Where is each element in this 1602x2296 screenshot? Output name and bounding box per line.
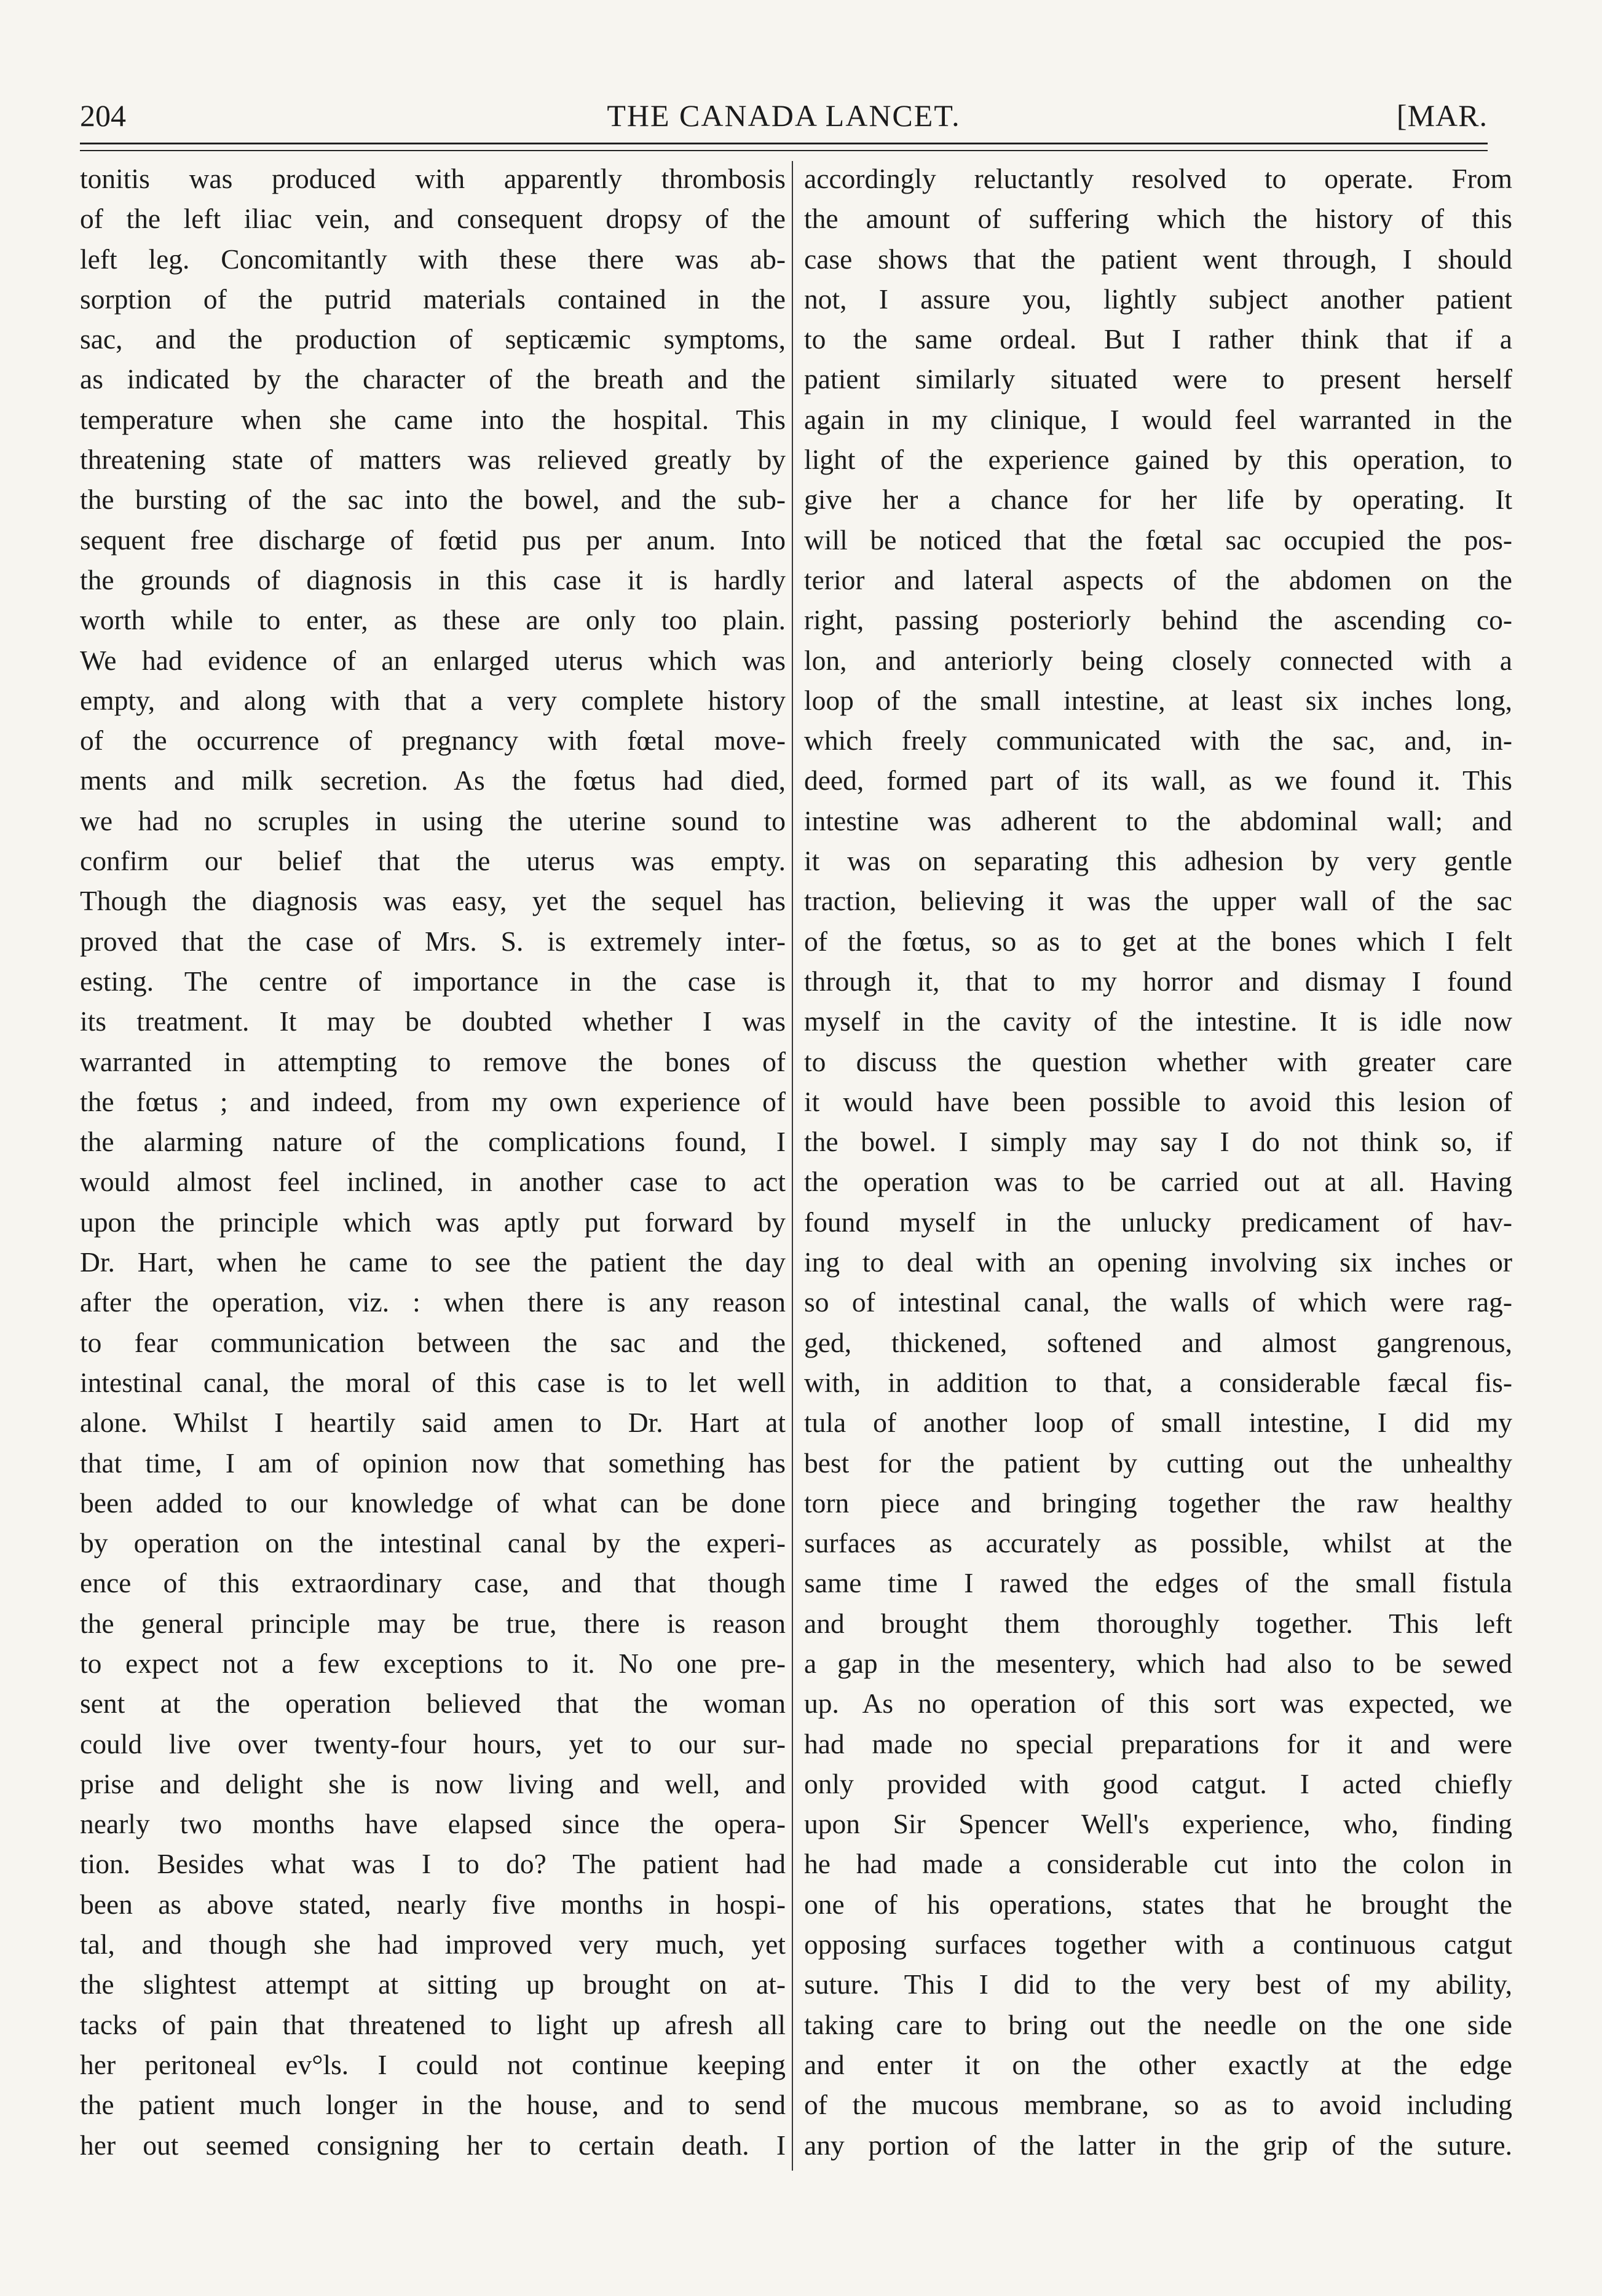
text-line: best for the patient by cutting out the unhealthy (804, 1447, 1512, 1479)
text-line: empty, and along with that a very complete history (80, 684, 786, 716)
text-line: the operation was to be carried out at all. Having (804, 1166, 1512, 1198)
text-line: Dr. Hart, when he came to see the patient the day (80, 1246, 786, 1278)
text-line: up. As no operation of this sort was expected, we (804, 1688, 1512, 1720)
text-line: alone. Whilst I heartily said amen to Dr. Hart at (80, 1407, 786, 1439)
text-line: sequent free discharge of fœtid pus per anum. Into (80, 524, 786, 556)
text-line: threatening state of matters was relieved greatly by (80, 444, 786, 476)
text-line: esting. The centre of importance in the case is (80, 965, 786, 997)
text-line: accordingly reluctantly resolved to operate. From (804, 163, 1512, 194)
text-line: nearly two months have elapsed since the opera- (80, 1808, 786, 1840)
text-line: terior and lateral aspects of the abdomen on the (804, 564, 1512, 596)
text-line: ing to deal with an opening involving six inches or (804, 1246, 1512, 1278)
text-line: been as above stated, nearly five months in hospi- (80, 1888, 786, 1920)
text-line: after the operation, viz. : when there is any reason (80, 1286, 786, 1318)
text-line: left leg. Concomitantly with these there was ab- (80, 243, 786, 275)
text-line: tonitis was produced with apparently thrombosis (80, 163, 786, 194)
text-line: any portion of the latter in the grip of the suture. (804, 2129, 1512, 2161)
text-line: found myself in the unlucky predicament of hav- (804, 1206, 1512, 1238)
text-line: the grounds of diagnosis in this case it is hardly (80, 564, 786, 596)
text-line: sac, and the production of septicæmic symptoms, (80, 323, 786, 355)
text-line: her out seemed consigning her to certain death. I (80, 2129, 786, 2161)
text-line: he had made a considerable cut into the colon in (804, 1848, 1512, 1880)
text-line: intestine was adherent to the abdominal wall; and (804, 804, 1512, 836)
text-line: to fear communication between the sac and the (80, 1326, 786, 1358)
issue-month: [MAR. (1396, 98, 1488, 133)
text-line: and brought them thoroughly together. This left (804, 1607, 1512, 1639)
text-line: the general principle may be true, there is reason (80, 1607, 786, 1639)
text-line: opposing surfaces together with a continuous catgut (804, 1928, 1512, 1960)
text-line: torn piece and bringing together the raw healthy (804, 1487, 1512, 1519)
text-line: the amount of suffering which the history of this (804, 203, 1512, 235)
right-column (804, 159, 1512, 2165)
text-line: to expect not a few exceptions to it. No one pre- (80, 1647, 786, 1679)
text-line: prise and delight she is now living and well, and (80, 1767, 786, 1799)
page-number: 204 (80, 98, 126, 133)
text-line: surfaces as accurately as possible, whilst at the (804, 1527, 1512, 1559)
text-line: same time I rawed the edges of the small fistula (804, 1567, 1512, 1599)
text-line: through it, that to my horror and dismay I found (804, 965, 1512, 997)
text-line: had made no special preparations for it and were (804, 1728, 1512, 1759)
text-line: been added to our knowledge of what can be done (80, 1487, 786, 1519)
text-line: it would have been possible to avoid this lesion of (804, 1085, 1512, 1117)
column-divider (792, 161, 793, 2171)
running-header (80, 91, 1488, 140)
text-line: suture. This I did to the very best of my ability, (804, 1968, 1512, 2000)
text-line: give her a chance for her life by operating. It (804, 484, 1512, 516)
header-rule-bottom (80, 150, 1488, 151)
left-column (80, 159, 786, 2165)
text-line: a gap in the mesentery, which had also to be sewed (804, 1647, 1512, 1679)
text-line: ments and milk secretion. As the fœtus had died, (80, 765, 786, 796)
text-line: upon Sir Spencer Well's experience, who, finding (804, 1808, 1512, 1840)
text-line: her peritoneal ev°ls. I could not continue keeping (80, 2048, 786, 2080)
text-line: by operation on the intestinal canal by the experi- (80, 1527, 786, 1559)
text-line: would almost feel inclined, in another case to act (80, 1166, 786, 1198)
text-line: tula of another loop of small intestine, I did my (804, 1407, 1512, 1439)
text-line: traction, believing it was the upper wall of the sac (804, 885, 1512, 917)
text-line: as indicated by the character of the breath and the (80, 363, 786, 395)
text-line: the alarming nature of the complications found, I (80, 1126, 786, 1158)
text-line: We had evidence of an enlarged uterus which was (80, 644, 786, 676)
text-line: could live over twenty-four hours, yet to our sur- (80, 1728, 786, 1759)
text-line: warranted in attempting to remove the bones of (80, 1045, 786, 1077)
text-line: tion. Besides what was I to do? The patient had (80, 1848, 786, 1880)
text-line: tal, and though she had improved very much, yet (80, 1928, 786, 1960)
text-line: will be noticed that the fœtal sac occupied the pos- (804, 524, 1512, 556)
text-line: it was on separating this adhesion by very gentle (804, 845, 1512, 877)
text-line: proved that the case of Mrs. S. is extremely inter- (80, 925, 786, 957)
text-line: intestinal canal, the moral of this case is to let well (80, 1366, 786, 1398)
text-line: to the same ordeal. But I rather think that if a (804, 323, 1512, 355)
text-line: Though the diagnosis was easy, yet the sequel has (80, 885, 786, 917)
text-line: the bowel. I simply may say I do not think so, if (804, 1126, 1512, 1158)
text-line: upon the principle which was aptly put forward by (80, 1206, 786, 1238)
text-line: we had no scruples in using the uterine sound to (80, 804, 786, 836)
text-line: confirm our belief that the uterus was empty. (80, 845, 786, 877)
text-line: so of intestinal canal, the walls of which were rag- (804, 1286, 1512, 1318)
text-line: sorption of the putrid materials contained in the (80, 283, 786, 315)
text-line: its treatment. It may be doubted whether I was (80, 1005, 786, 1037)
text-line: of the occurrence of pregnancy with fœtal move- (80, 725, 786, 757)
text-line: worth while to enter, as these are only too plain. (80, 604, 786, 636)
text-line: ged, thickened, softened and almost gangrenous, (804, 1326, 1512, 1358)
header-rule-top (80, 143, 1488, 144)
text-line: again in my clinique, I would feel warranted in the (804, 403, 1512, 435)
text-line: one of his operations, states that he brought the (804, 1888, 1512, 1920)
text-line: the patient much longer in the house, and to send (80, 2089, 786, 2121)
text-line: ence of this extraordinary case, and that though (80, 1567, 786, 1599)
text-line: taking care to bring out the needle on the one side (804, 2008, 1512, 2040)
text-line: right, passing posteriorly behind the ascending co- (804, 604, 1512, 636)
text-line: sent at the operation believed that the woman (80, 1688, 786, 1720)
text-line: lon, and anteriorly being closely connected with a (804, 644, 1512, 676)
text-line: temperature when she came into the hospital. This (80, 403, 786, 435)
text-line: myself in the cavity of the intestine. It is idle now (804, 1005, 1512, 1037)
text-line: the slightest attempt at sitting up brought on at- (80, 1968, 786, 2000)
text-line: and enter it on the other exactly at the edge (804, 2048, 1512, 2080)
journal-title: THE CANADA LANCET. (607, 98, 961, 133)
text-line: to discuss the question whether with greater care (804, 1045, 1512, 1077)
text-line: patient similarly situated were to present herself (804, 363, 1512, 395)
text-line: of the fœtus, so as to get at the bones which I felt (804, 925, 1512, 957)
text-line: of the mucous membrane, so as to avoid including (804, 2089, 1512, 2121)
text-line: case shows that the patient went through, I should (804, 243, 1512, 275)
text-line: loop of the small intestine, at least six inches long, (804, 684, 1512, 716)
text-line: deed, formed part of its wall, as we found it. This (804, 765, 1512, 796)
text-line: the bursting of the sac into the bowel, and the sub- (80, 484, 786, 516)
text-line: tacks of pain that threatened to light up afresh all (80, 2008, 786, 2040)
text-line: only provided with good catgut. I acted chiefly (804, 1767, 1512, 1799)
text-line: with, in addition to that, a considerable fæcal fis- (804, 1366, 1512, 1398)
text-line: which freely communicated with the sac, and, in- (804, 725, 1512, 757)
text-line: the fœtus ; and indeed, from my own experience of (80, 1085, 786, 1117)
text-line: light of the experience gained by this operation, to (804, 444, 1512, 476)
text-line: that time, I am of opinion now that something has (80, 1447, 786, 1479)
text-line: not, I assure you, lightly subject another patient (804, 283, 1512, 315)
text-line: of the left iliac vein, and consequent dropsy of the (80, 203, 786, 235)
